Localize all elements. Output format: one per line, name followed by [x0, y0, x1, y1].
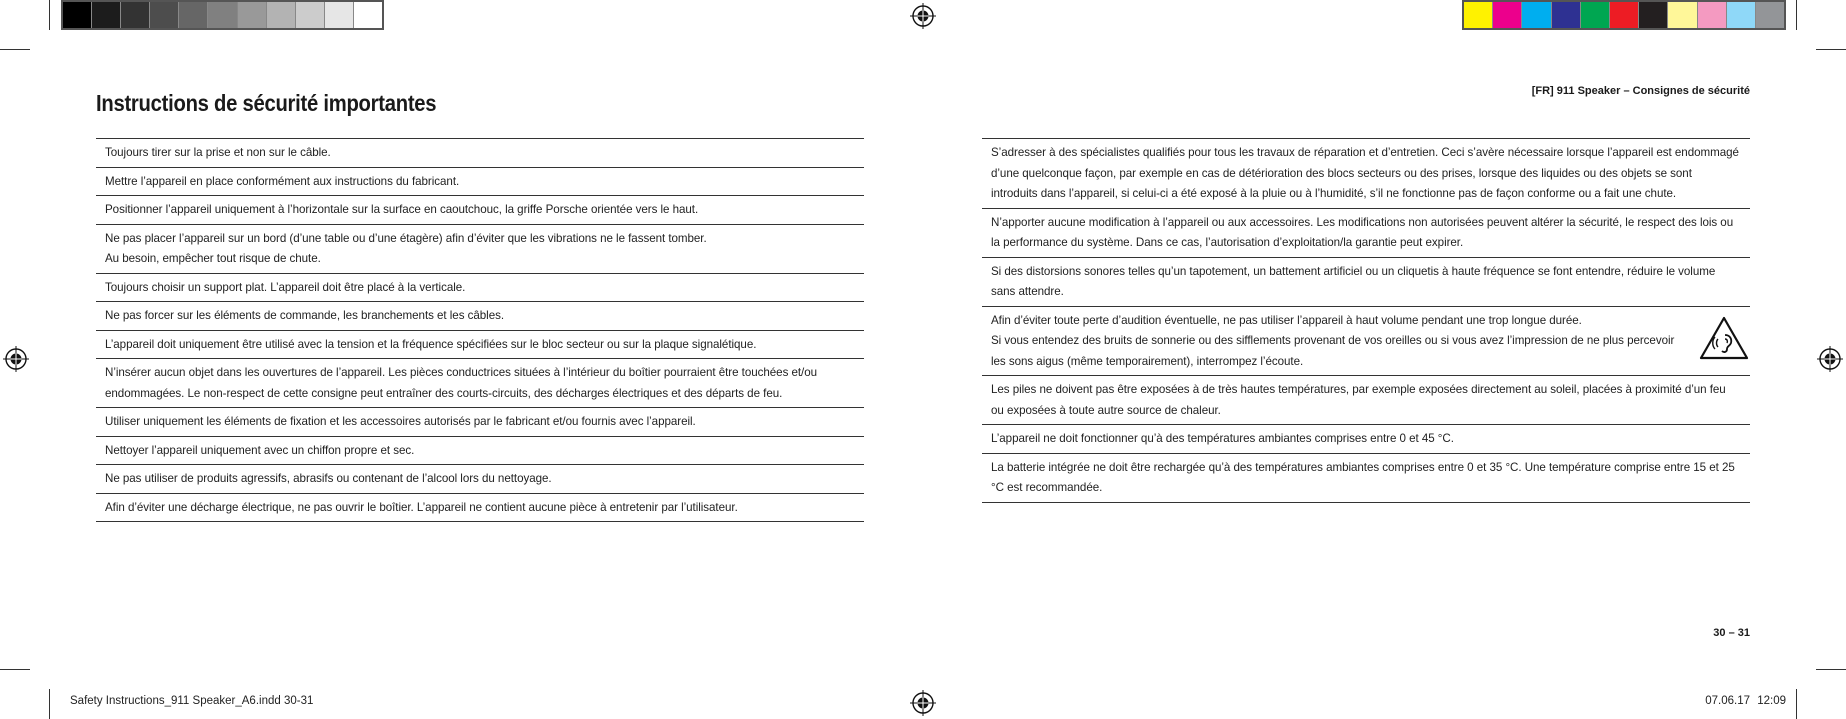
crop-mark	[1816, 669, 1846, 670]
registration-mark-icon	[910, 690, 936, 716]
page-title: Instructions de sécurité importantes	[96, 90, 437, 116]
crop-mark	[49, 0, 50, 30]
color-swatch	[1581, 2, 1610, 28]
slug-date: 07.06.17	[1705, 695, 1751, 707]
registration-mark-icon	[910, 3, 936, 29]
list-item: Les piles ne doivent pas être exposées à de très hautes températures, par exemple exposées directement au soleil, placées à proximité d’un feu ou exposées à toute autre source de chaleur.	[982, 376, 1750, 425]
grayscale-color-bar	[61, 0, 384, 30]
color-swatch	[1464, 2, 1493, 28]
color-swatch	[1698, 2, 1727, 28]
list-item: Toujours choisir un support plat. L’appareil doit être placé à la verticale.	[96, 274, 864, 303]
crop-mark	[1816, 49, 1846, 50]
safety-list-right	[982, 138, 1750, 503]
list-item: Nettoyer l’appareil uniquement avec un chiffon propre et sec.	[96, 437, 864, 466]
list-item: L’appareil ne doit fonctionner qu’à des températures ambiantes comprises entre 0 et 45 °C.	[982, 425, 1750, 454]
list-item: Ne pas utiliser de produits agressifs, abrasifs ou contenant de l’alcool lors du nettoyage.	[96, 465, 864, 494]
list-item: La batterie intégrée ne doit être rechargée qu’à des températures ambiantes comprises entre 0 et 35 °C. Une température comprise entre 15 et 25 °C est recommandée.	[982, 454, 1750, 503]
color-swatch	[238, 2, 267, 28]
safety-list-left	[96, 138, 864, 522]
crop-mark	[49, 689, 50, 719]
color-swatch	[1552, 2, 1581, 28]
color-swatch	[354, 2, 382, 28]
running-head: [FR] 911 Speaker – Consignes de sécurité	[1531, 85, 1750, 97]
list-item: Positionner l’appareil uniquement à l’horizontale sur la surface en caoutchouc, la griffe Porsche orientée vers le haut.	[96, 196, 864, 225]
color-swatch	[267, 2, 296, 28]
color-swatch	[1727, 2, 1756, 28]
list-item: Toujours tirer sur la prise et non sur le câble.	[96, 139, 864, 168]
list-item: Mettre l’appareil en place conformément aux instructions du fabricant.	[96, 168, 864, 197]
registration-mark-icon	[1817, 346, 1843, 372]
color-swatch	[1610, 2, 1639, 28]
file-slug: Safety Instructions_911 Speaker_A6.indd 30-31	[70, 695, 314, 707]
color-swatch	[296, 2, 325, 28]
list-item: Afin d’éviter toute perte d’audition éventuelle, ne pas utiliser l’appareil à haut volume pendant une trop longue durée. Si vous entendez des bruits de sonnerie ou des sifflements provenant de vos oreilles ou si vous avez l’impression de ne plus percevoir les sons aigus (même temporairement), interrompez l’écoute.	[982, 307, 1750, 377]
list-item: S’adresser à des spécialistes qualifiés pour tous les travaux de réparation et d’entretien. Ceci s’avère nécessaire lorsque l’appareil est endommagé d’une quelconque façon, par exemple en cas de détérioration des blocs secteurs ou des prises, lorsque des liquides ou des objets se sont introduits dans l’appareil, si celui-ci a été exposé à la pluie ou à l’humidité, s’il ne fonctionne pas de façon conforme ou a fait une chute.	[982, 139, 1750, 209]
list-item: Afin d’éviter une décharge électrique, ne pas ouvrir le boîtier. L’appareil ne contient aucune pièce à entretenir par l’utilisateur.	[96, 494, 864, 523]
list-item: Utiliser uniquement les éléments de fixation et les accessoires autorisés par le fabricant et/ou fournis avec l’appareil.	[96, 408, 864, 437]
registration-mark-icon	[3, 346, 29, 372]
date-slug	[1705, 695, 1786, 707]
list-item: N’insérer aucun objet dans les ouvertures de l’appareil. Les pièces conductrices situées à l’intérieur du boîtier pourraient être touchées et/ou endommagées. Le non-respect de cette consigne peut entraîner des courts-circuits, des décharges électriques et des départs de feu.	[96, 359, 864, 408]
color-swatch	[1668, 2, 1697, 28]
hearing-warning-icon	[1698, 315, 1750, 361]
color-swatch	[92, 2, 121, 28]
crop-mark	[0, 669, 30, 670]
color-swatch	[150, 2, 179, 28]
color-swatch	[1522, 2, 1551, 28]
list-item: Ne pas forcer sur les éléments de commande, les branchements et les câbles.	[96, 302, 864, 331]
list-item: N’apporter aucune modification à l’appareil ou aux accessoires. Les modifications non autorisées peuvent altérer la sécurité, le respect des lois ou la performance du système. Dans ce cas, l’autorisation d’exploitation/la garantie peut expirer.	[982, 209, 1750, 258]
color-swatch	[63, 2, 92, 28]
color-swatch	[179, 2, 208, 28]
crop-mark	[0, 49, 30, 50]
crop-mark	[1796, 0, 1797, 30]
page-numbers: 30 – 31	[1713, 627, 1750, 639]
color-swatch	[1639, 2, 1668, 28]
color-swatch	[1493, 2, 1522, 28]
crop-mark	[1796, 689, 1797, 719]
list-item: Si des distorsions sonores telles qu’un tapotement, un battement artificiel ou un cliquetis à haute fréquence se font entendre, réduire le volume sans attendre.	[982, 258, 1750, 307]
process-color-bar	[1462, 0, 1786, 30]
color-swatch	[325, 2, 354, 28]
slug-time: 12:09	[1757, 695, 1786, 707]
list-item: Ne pas placer l’appareil sur un bord (d’une table ou d’une étagère) afin d’éviter que les vibrations ne le fassent tomber. Au besoin, empêcher tout risque de chute.	[96, 225, 864, 274]
list-item: L’appareil doit uniquement être utilisé avec la tension et la fréquence spécifiées sur le bloc secteur ou sur la plaque signalétique.	[96, 331, 864, 360]
color-swatch	[1756, 2, 1784, 28]
color-swatch	[121, 2, 150, 28]
color-swatch	[208, 2, 237, 28]
